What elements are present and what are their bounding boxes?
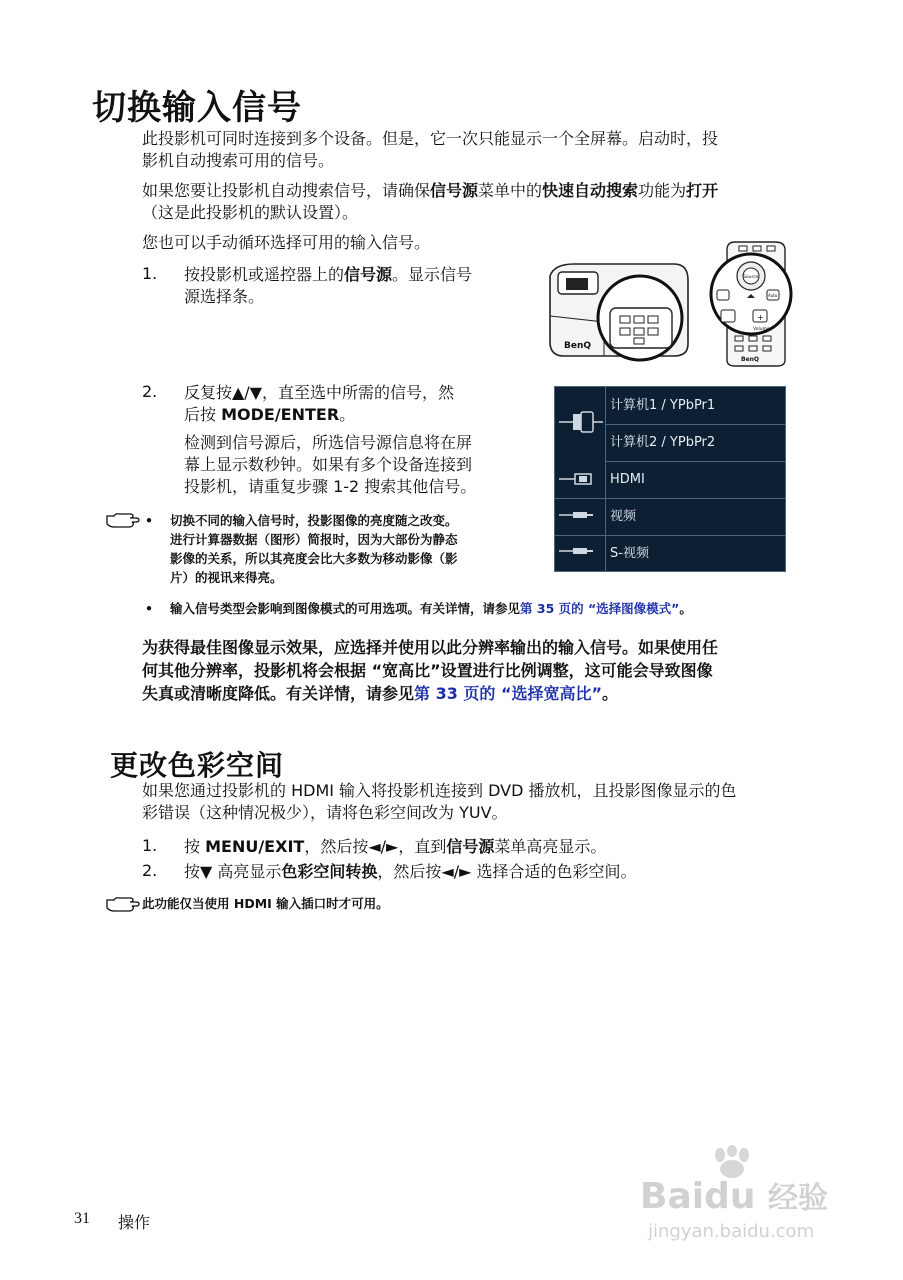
remote-brand-label: BenQ	[741, 356, 760, 363]
vga-connector-icon	[559, 409, 603, 435]
note-brightness	[170, 511, 530, 587]
step-1-line-2: 源选择条。	[184, 287, 265, 306]
note-hand-icon	[106, 512, 140, 528]
resolution-advice	[142, 636, 822, 705]
text: ，然后按◄/►，直到	[304, 837, 447, 856]
note-line: 片）的视讯来得亮。	[170, 570, 283, 585]
auto-search-paragraph	[142, 180, 812, 224]
remote-plus-label: +	[757, 313, 764, 322]
term-mode-enter: MODE/ENTER	[221, 405, 340, 424]
term-source: 信号源	[344, 265, 393, 284]
menu-item-computer-1[interactable]: 计算机1 / YPbPr1	[605, 388, 785, 425]
step-1-text	[184, 264, 524, 308]
baidu-watermark	[640, 1165, 860, 1245]
text: 。	[602, 684, 619, 703]
note-picture-mode	[170, 599, 820, 618]
text: 菜单中的	[478, 181, 543, 200]
manual-cycle-paragraph: 您也可以手动循环选择可用的输入信号。	[142, 233, 431, 252]
note-line: 进行计算器数据（图形）简报时，因为大部份为静态	[170, 532, 458, 547]
text: du	[704, 1176, 756, 1217]
step-2-number: 2.	[142, 382, 158, 401]
color-space-line-1: 如果您通过投影机的 HDMI 输入将投影机连接到 DVD 播放机，且投影图像显示的色	[142, 781, 737, 800]
color-space-line-2: 彩错误（这种情况极少），请将色彩空间改为 YUV。	[142, 803, 508, 822]
term-source: 信号源	[446, 837, 495, 856]
step-2-detail-2: 幕上显示数秒钟。如果有多个设备连接到	[184, 455, 473, 474]
projector-illustration	[544, 256, 694, 368]
page-number: 31	[74, 1210, 90, 1227]
text: 。显示信号	[392, 265, 473, 284]
bullet-2: •	[145, 601, 153, 616]
term-color-space-conversion: 色彩空间转换	[281, 862, 378, 881]
note-hand-icon	[106, 896, 140, 912]
intro-paragraph	[142, 128, 812, 172]
source-menu	[554, 386, 786, 572]
remote-auto-label: Auto	[768, 293, 778, 298]
auto-search-line-2: （这是此投影机的默认设置）。	[142, 203, 359, 222]
menu-item-video[interactable]: 视频	[555, 499, 785, 536]
text: 菜单高亮显示。	[494, 837, 607, 856]
text: 按	[184, 837, 206, 856]
section-title-color-space: 更改色彩空间	[110, 749, 285, 782]
link-aspect-ratio[interactable]: 第 33 页的 “选择宽高比”	[414, 684, 603, 703]
text: Bai	[640, 1176, 705, 1217]
term-menu-exit: MENU/EXIT	[205, 837, 305, 856]
footer-section: 操作	[118, 1213, 151, 1232]
watermark-url: jingyan.baidu.com	[648, 1221, 815, 1242]
cs-step-2-text	[184, 861, 804, 883]
menu-item-hdmi[interactable]: HDMI	[555, 462, 785, 499]
advice-line-2: 何其他分辨率，投影机将会根据 “宽高比”设置进行比例调整，这可能会导致图像	[142, 661, 713, 680]
remote-volume-label: Volume	[753, 327, 770, 332]
note-hdmi-only: 此功能仅当使用 HDMI 输入插口时才可用。	[142, 896, 389, 911]
text: ，然后按◄/► 选择合适的色彩空间。	[377, 862, 637, 881]
remote-illustration	[705, 240, 797, 368]
bullet-1: •	[145, 513, 153, 528]
text: 。	[339, 405, 356, 424]
text: 按投影机或遥控器上的	[184, 265, 345, 284]
link-picture-mode[interactable]: 第 35 页的 “选择图像模式”	[520, 601, 680, 616]
advice-line-1: 为获得最佳图像显示效果，应选择并使用以此分辨率输出的输入信号。如果使用任	[142, 638, 719, 657]
projector-brand-label: BenQ	[564, 341, 592, 351]
text: 输入信号类型会影响到图像模式的可用选项。有关详情，请参见	[170, 601, 521, 616]
text: 经验	[768, 1181, 829, 1216]
cs-step-2-number: 2.	[142, 861, 158, 880]
term-quick-auto-search: 快速自动搜索	[542, 181, 639, 200]
text: 。	[679, 601, 692, 616]
text: 按▼ 高亮显示	[184, 862, 282, 881]
text: 后按	[184, 405, 222, 424]
intro-line-1: 此投影机可同时连接到多个设备。但是，它一次只能显示一个全屏幕。启动时，投	[142, 129, 719, 148]
cs-step-1-text	[184, 836, 804, 858]
text: 功能为	[638, 181, 687, 200]
text: 失真或清晰度降低。有关详情，请参见	[142, 684, 415, 703]
term-on: 打开	[686, 181, 719, 200]
remote-source-label: Source	[743, 275, 759, 280]
step-2-line-1: 反复按▲/▼，直至选中所需的信号，然	[184, 383, 455, 402]
step-2-detail-3: 投影机，请重复步骤 1-2 搜索其他信号。	[184, 477, 477, 496]
note-line: 影像的关系，所以其亮度会比大多数为移动影像（影	[170, 551, 458, 566]
menu-item-computer-2[interactable]: 计算机2 / YPbPr2	[605, 425, 785, 462]
section-title-switch-input: 切换输入信号	[92, 88, 302, 128]
text: 如果您要让投影机自动搜索信号，请确保	[142, 181, 431, 200]
step-2-detail-1: 检测到信号源后，所选信号源信息将在屏	[184, 433, 473, 452]
watermark-brand	[640, 1173, 828, 1217]
projector-lens	[566, 278, 588, 290]
intro-line-2: 影机自动搜索可用的信号。	[142, 151, 335, 170]
menu-item-s-video[interactable]: S-视频	[610, 546, 649, 561]
step-2-text	[184, 382, 529, 498]
term-source: 信号源	[430, 181, 479, 200]
note-line: 切换不同的输入信号时，投影图像的亮度随之改变。	[170, 513, 458, 528]
cs-step-1-number: 1.	[142, 836, 158, 855]
color-space-paragraph	[142, 780, 822, 824]
step-1-number: 1.	[142, 264, 158, 283]
